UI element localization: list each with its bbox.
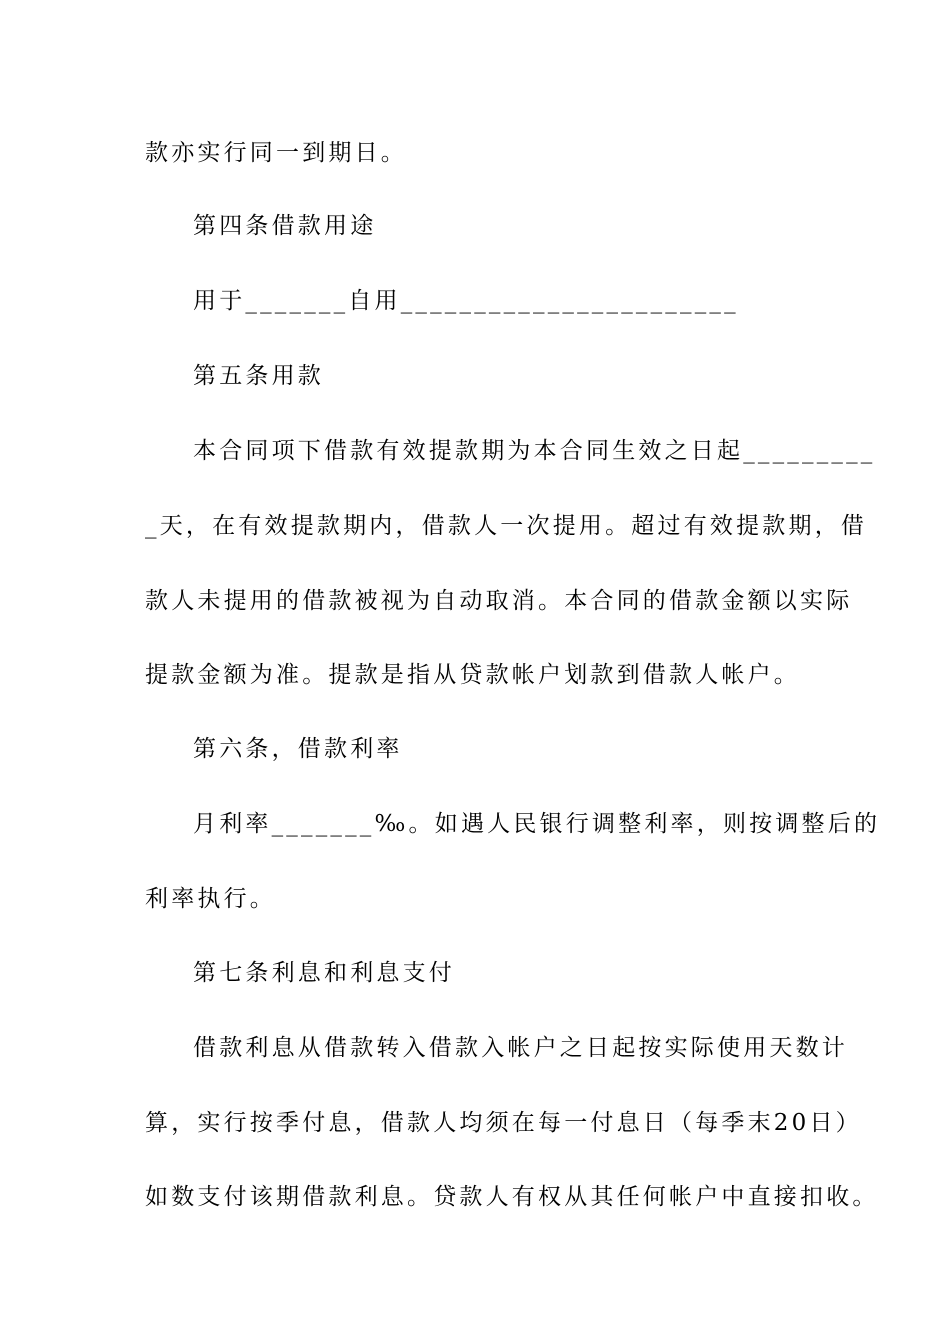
- paragraph-line: 提款金额为准。提款是指从贷款帐户划款到借款人帐户。: [145, 662, 800, 688]
- paragraph-line: 款亦实行同一到期日。: [145, 140, 407, 166]
- paragraph-line: 用于_______自用_______________________: [193, 288, 739, 314]
- paragraph-line: 如数支付该期借款利息。贷款人有权从其任何帐户中直接扣收。: [145, 1184, 879, 1210]
- section-heading-article-5: 第五条用款: [193, 363, 324, 389]
- section-heading-article-7: 第七条利息和利息支付: [193, 960, 455, 986]
- paragraph-line: 借款利息从借款转入借款入帐户之日起按实际使用天数计: [193, 1035, 848, 1061]
- paragraph-line: 月利率_______‰。如遇人民银行调整利率，则按调整后的: [193, 811, 881, 837]
- section-heading-article-6: 第六条，借款利率: [193, 736, 403, 762]
- paragraph-line: 款人未提用的借款被视为自动取消。本合同的借款金额以实际: [145, 588, 853, 614]
- paragraph-line: _天，在有效提款期内，借款人一次提用。超过有效提款期，借: [145, 513, 868, 539]
- section-heading-article-4: 第四条借款用途: [193, 213, 377, 239]
- paragraph-line: 利率执行。: [145, 886, 276, 912]
- paragraph-line: 本合同项下借款有效提款期为本合同生效之日起_________: [193, 438, 876, 464]
- paragraph-line: 算，实行按季付息，借款人均须在每一付息日（每季末20日）: [145, 1110, 862, 1136]
